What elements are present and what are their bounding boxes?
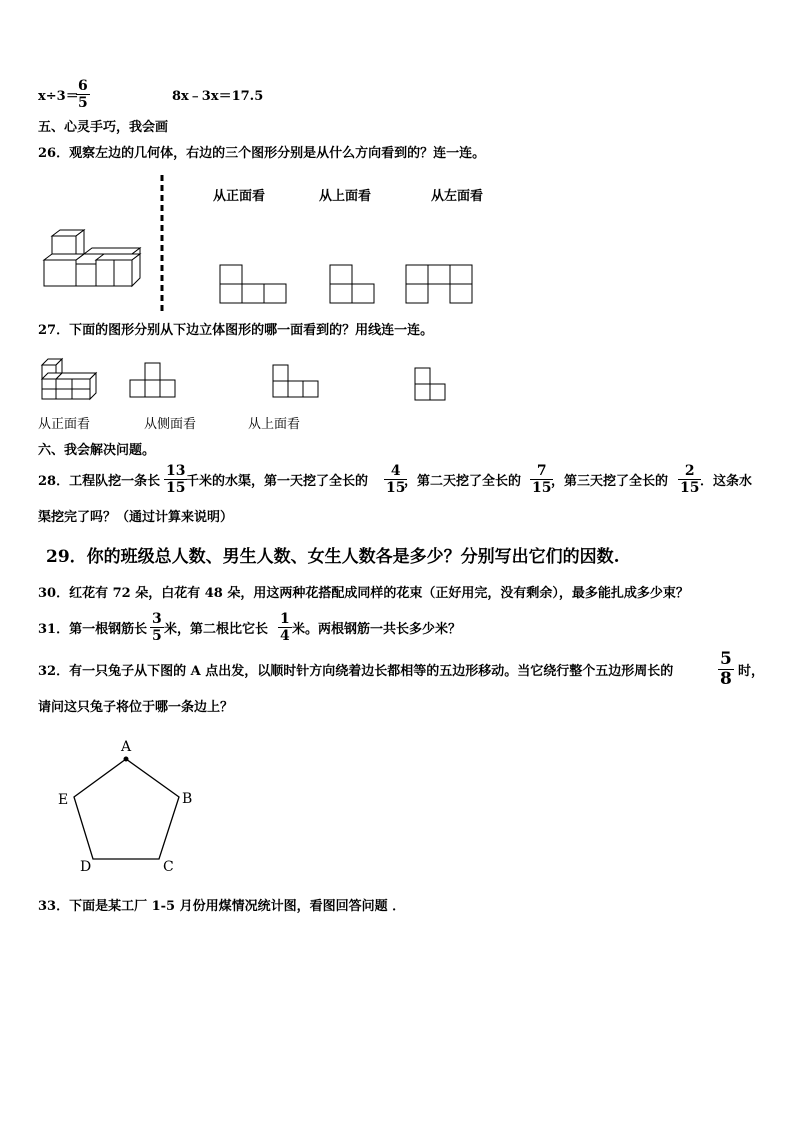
q31-fraction-2 <box>278 611 292 644</box>
q27-label-front: 从正面看 <box>38 417 91 432</box>
q31-text-2: 米，第二根比它长 <box>164 622 269 637</box>
question-26-text: 26．观察左边的几何体，右边的三个图形分别是从什么方向看到的？连一连。 <box>38 146 486 161</box>
q27-label-side: 从侧面看 <box>144 417 197 432</box>
q27-solid-figure <box>38 355 100 401</box>
fraction-numerator: 13 <box>166 463 186 479</box>
q32-pentagon-diagram <box>50 735 210 880</box>
q28-fraction-1 <box>164 463 187 496</box>
q28-fraction-3 <box>530 463 553 496</box>
equation-1-prefix: x÷3＝ <box>38 89 79 104</box>
fraction-numerator: 7 <box>536 463 547 479</box>
q26-solid-figure <box>40 228 142 290</box>
q26-view-front <box>219 264 289 306</box>
q28-text-3: ，第二天挖了全长的 <box>404 474 522 489</box>
fraction-denominator: 15 <box>166 480 186 496</box>
q28-text-4: ，第三天挖了全长的 <box>551 474 669 489</box>
q31-text-1: 31．第一根钢筋长 <box>38 622 148 637</box>
q26-label-left: 从左面看 <box>431 189 484 204</box>
fraction-numerator: 3 <box>152 611 162 627</box>
q28-text-1: 28．工程队挖一条长 <box>38 474 161 489</box>
q32-text-line2: 请问这只兔子将位于哪一条边上？ <box>38 700 234 715</box>
fraction-denominator: 15 <box>680 480 700 496</box>
q26-label-front: 从正面看 <box>213 189 266 204</box>
q26-view-top <box>329 264 377 306</box>
vertex-label-a: A <box>121 739 132 755</box>
question-30-text: 30．红花有 72 朵，白花有 48 朵，用这两种花搭配成同样的花束（正好用完，没有剩余），最多能扎成多少束？ <box>38 586 689 601</box>
fraction-numerator: 1 <box>280 611 290 627</box>
question-29-text: 29．你的班级总人数、男生人数、女生人数各是多少？分别写出它们的因数. <box>46 547 620 567</box>
fraction-denominator: 15 <box>386 480 406 496</box>
equation-2: 8x﹣3x＝17.5 <box>172 89 264 104</box>
vertex-label-c: C <box>163 859 174 875</box>
q28-fraction-4 <box>678 463 701 496</box>
vertex-label-d: D <box>80 859 92 875</box>
equation-1-fraction <box>76 78 90 111</box>
question-27-text: 27．下面的图形分别从下边立体图形的哪一面看到的？用线连一连。 <box>38 323 434 338</box>
q26-view-left <box>405 264 475 306</box>
q31-text-3: 米。两根钢筋一共长多少米？ <box>292 622 462 637</box>
question-33-text: 33．下面是某工厂 1-5 月份用煤情况统计图，看图回答问题 ． <box>38 899 406 914</box>
q32-fraction <box>718 650 734 689</box>
fraction-numerator: 2 <box>684 463 695 479</box>
fraction-denominator: 15 <box>532 480 552 496</box>
fraction-denominator: 4 <box>280 628 290 644</box>
q28-text-5: ．这条水 <box>700 474 753 489</box>
fraction-denominator: 8 <box>720 669 732 689</box>
vertex-label-b: B <box>182 791 193 807</box>
q27-view-1 <box>129 361 179 401</box>
fraction-numerator: 5 <box>720 649 732 669</box>
q27-view-2 <box>272 363 322 401</box>
q27-view-3 <box>414 366 448 402</box>
q26-dashed-divider <box>159 175 165 315</box>
vertex-label-e: E <box>58 792 69 808</box>
section-6-title: 六、我会解决问题。 <box>38 443 156 458</box>
q26-label-top: 从上面看 <box>319 189 372 204</box>
fraction-numerator: 4 <box>390 463 401 479</box>
fraction-numerator: 6 <box>78 78 88 94</box>
q28-text-2: 千米的水渠，第一天挖了全长的 <box>186 474 369 489</box>
q32-text-1: 32．有一只兔子从下图的 A 点出发，以顺时针方向绕着边长都相等的五边形移动。当它绕行整个五边形周长的 <box>38 664 674 679</box>
q32-text-2: 时， <box>738 664 765 679</box>
fraction-denominator: 5 <box>152 628 162 644</box>
q28-text-line2: 渠挖完了吗？（通过计算来说明） <box>38 510 234 525</box>
q31-fraction-1 <box>150 611 164 644</box>
fraction-denominator: 5 <box>78 95 88 111</box>
q27-label-top: 从上面看 <box>248 417 301 432</box>
section-5-title: 五、心灵手巧，我会画 <box>38 120 169 135</box>
